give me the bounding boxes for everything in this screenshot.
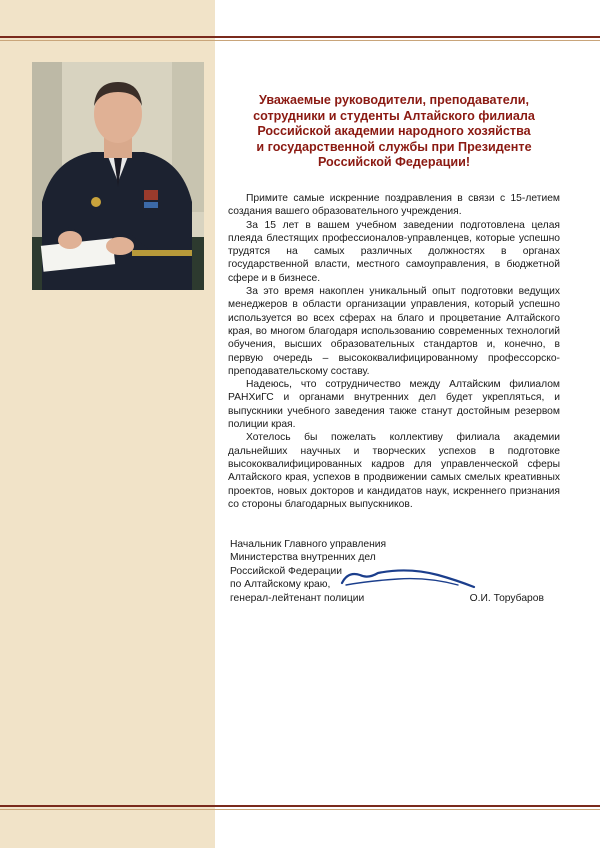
portrait-photo	[32, 62, 204, 290]
greeting-heading	[228, 93, 560, 171]
signature-block	[230, 538, 562, 605]
greeting-line: сотрудники и студенты Алтайского филиала	[253, 108, 535, 123]
signature-title-line: Министерства внутренних дел	[230, 552, 376, 564]
greeting-line: Уважаемые руководители, преподаватели,	[259, 93, 529, 107]
signatory-name: О.И. Торубаров	[469, 592, 544, 604]
greeting-line: Российской Федерации!	[317, 155, 471, 170]
portrait-illustration	[32, 62, 204, 290]
signature-title-line: по Алтайскому краю,	[230, 579, 331, 591]
letter-paragraph: За это время накоплен уникальный опыт подготовки ведущих менеджеров в области организации управления, который успешно используется во всех сферах на благо и процветание Алтайского края, во многом благодаря использованию современных технологий обучения, высших образовательных стандартов и, конечно, в первую очередь – высококвалифицированному профессорско-преподавательскому составу.	[228, 286, 560, 377]
letter-paragraph: За 15 лет в вашем учебном заведении подготовлена целая плеяда блестящих профессионалов-управленцев, которые успешно трудятся на самых различных должностях в органах государственной власти, местного самоуправления, в бюджетной сфере и в бизнесе.	[228, 219, 560, 284]
letter-paragraph: Надеюсь, что сотрудничество между Алтайским филиалом РАНХиГС и органами внутренних дел будет укрепляться, и выпускники учебного заведения также станут достойным резервом полиции края.	[228, 379, 560, 431]
letter-paragraph: Хотелось бы пожелать коллективу филиала академии дальнейших научных и творческих успехов в подготовке высококвалифицированных кадров для управленческой сферы Алтайского края, успехов в продвижении самых смелых креативных проектов, новых докторов и кандидатов наук, искреннего признания со стороны благодарных выпускников.	[228, 432, 560, 510]
signature-title-line: Российской Федерации	[230, 565, 342, 577]
signature-title-line: Начальник Главного управления	[230, 539, 387, 550]
greeting-line: и государственной службы при Президенте	[256, 139, 532, 154]
greeting-line: Российской академии народного хозяйства	[257, 124, 531, 139]
letter-body	[228, 192, 560, 511]
signature-title-line: генерал-лейтенант полиции	[230, 592, 365, 604]
letter-paragraph: Примите самые искренние поздравления в связи с 15-летием создания вашего образовательного учреждения.	[228, 193, 560, 218]
